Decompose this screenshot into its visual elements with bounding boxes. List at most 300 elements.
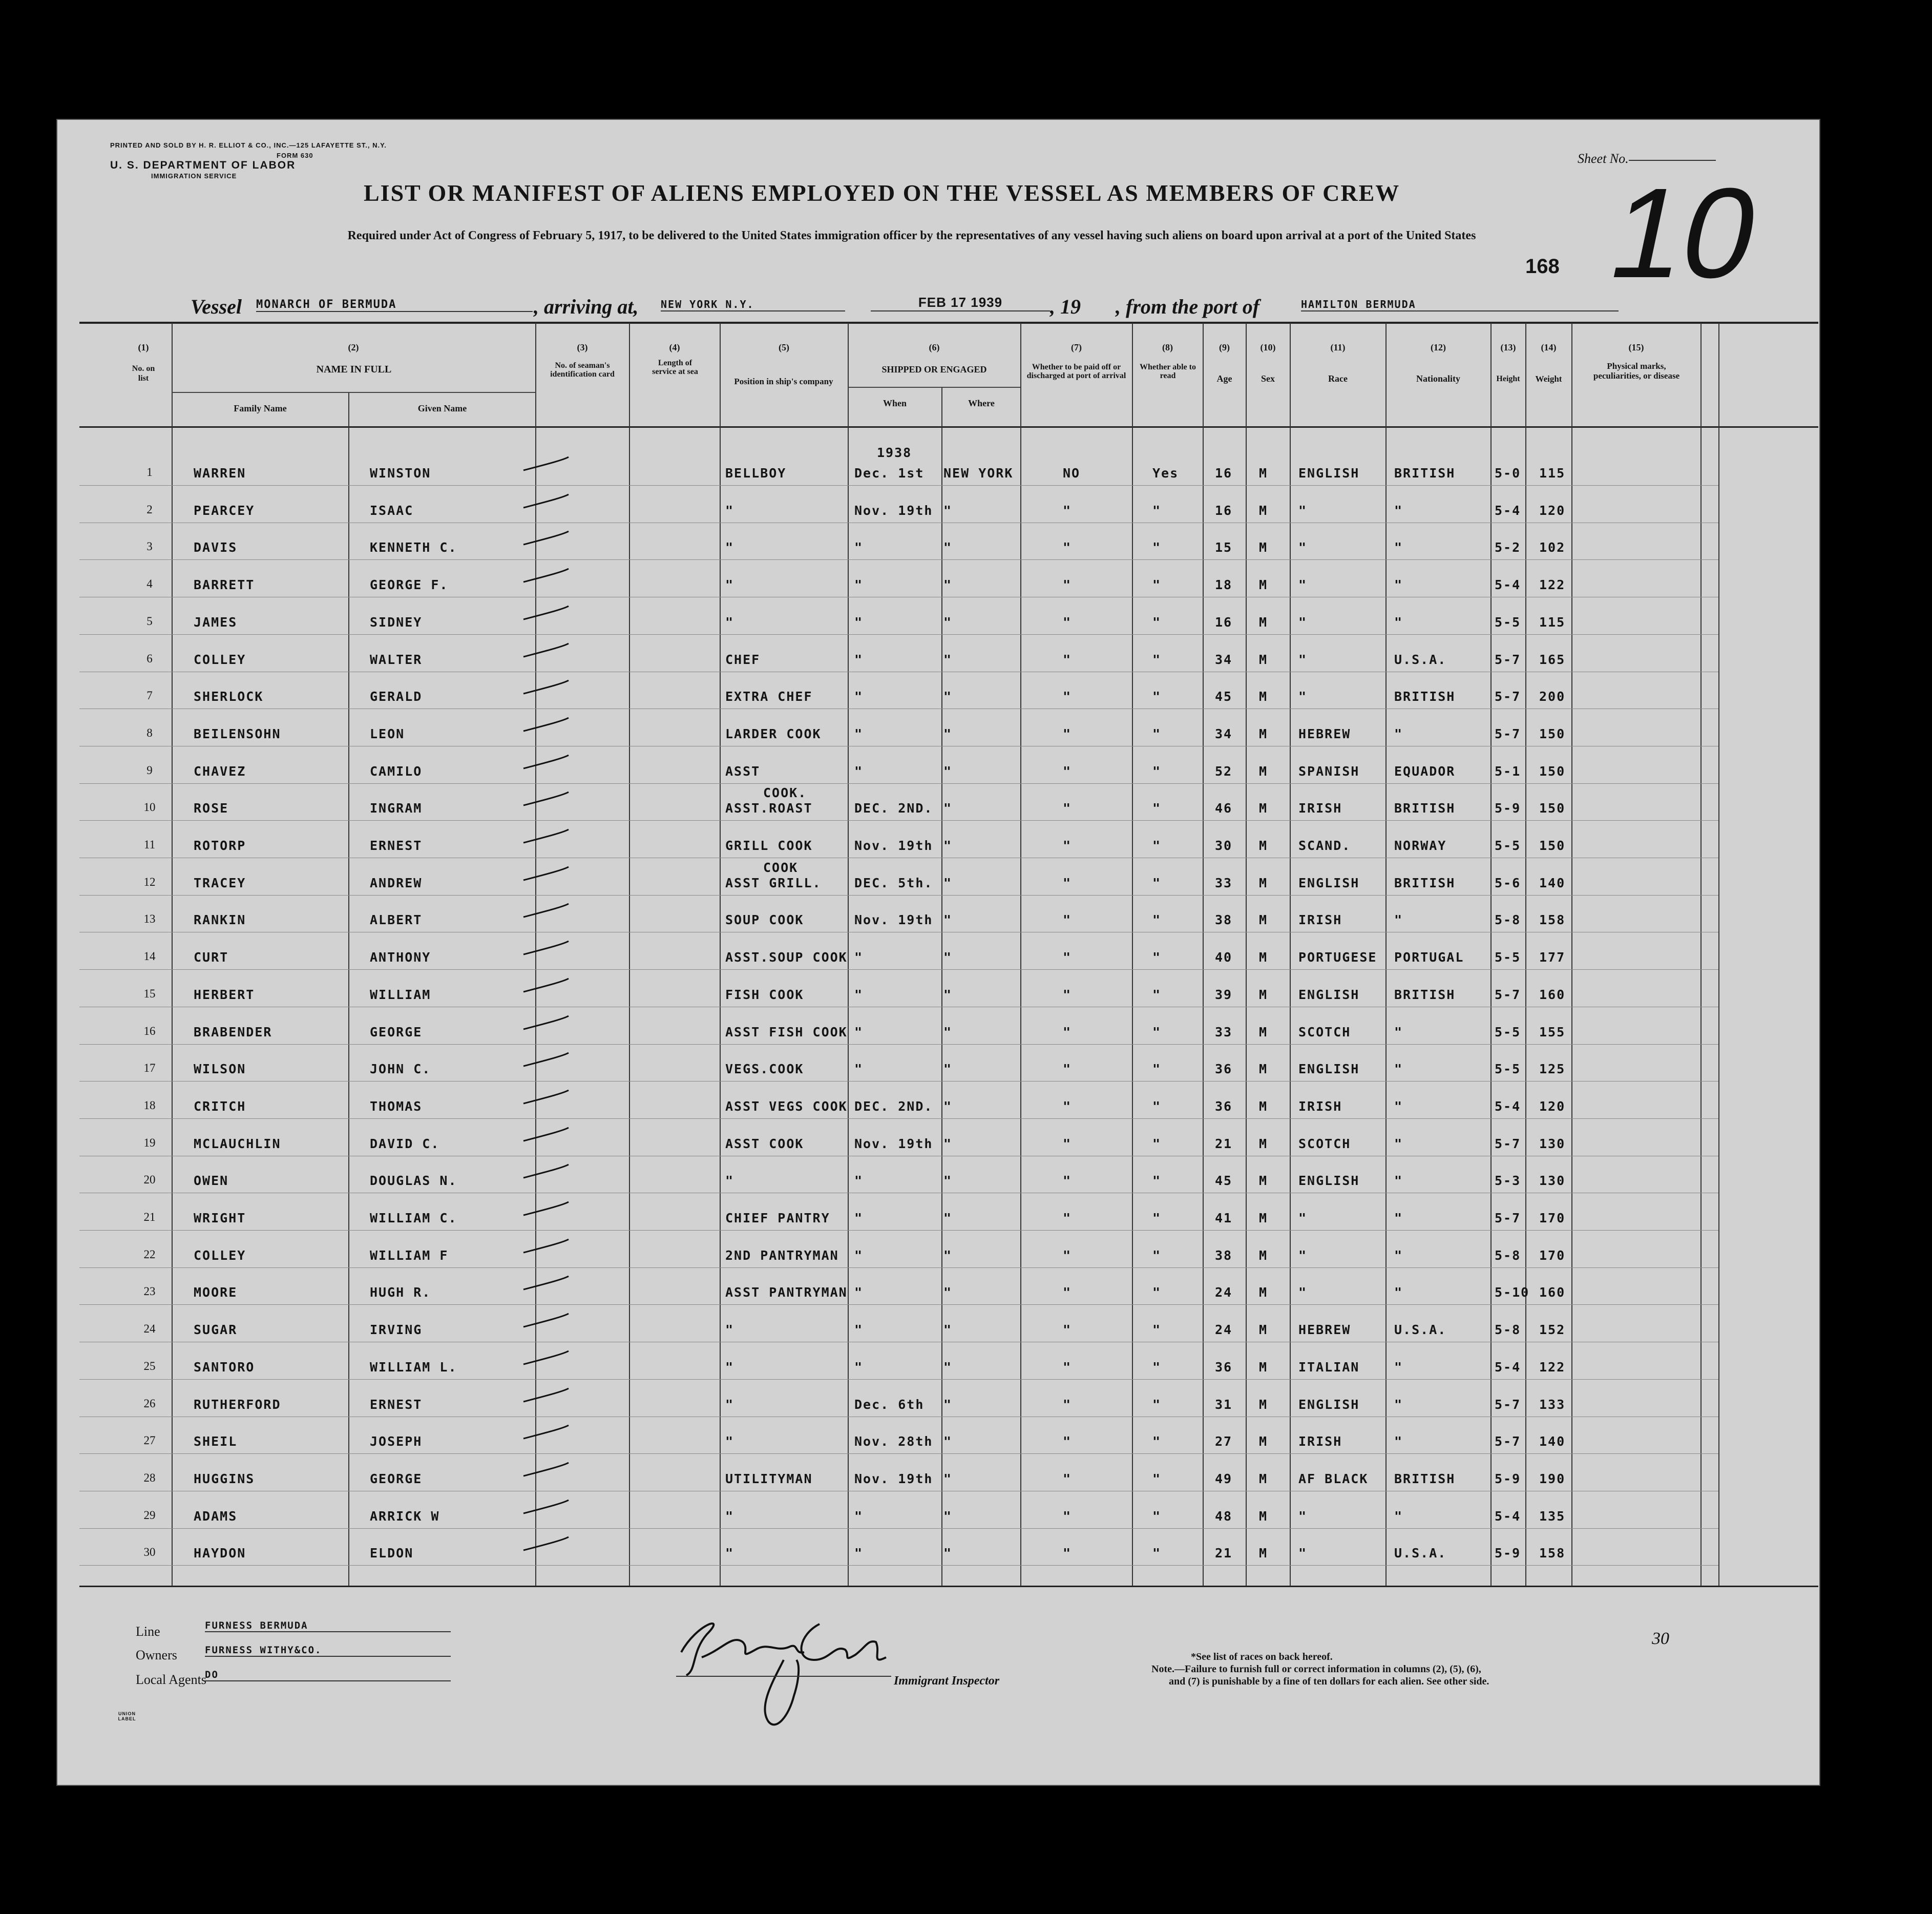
cell-given: IRVING xyxy=(370,1322,423,1337)
cell-position: CHEF xyxy=(725,652,761,667)
cell-where: " xyxy=(943,615,953,630)
cell-where: " xyxy=(943,764,953,779)
cell-height: 5-5 xyxy=(1495,1062,1521,1076)
cell-position: ASST COOK xyxy=(725,1136,804,1151)
row-number: 1 xyxy=(146,466,153,478)
cell-paid: " xyxy=(1063,652,1072,667)
cell-position: " xyxy=(725,1509,734,1524)
col-3-number: (3) xyxy=(577,342,588,352)
cell-weight: 130 xyxy=(1539,1173,1566,1188)
row-number: 2 xyxy=(146,503,153,516)
arriving-label: , arriving at, xyxy=(534,295,639,318)
id-card-check-mark xyxy=(523,829,569,843)
cell-family: DAVIS xyxy=(194,540,238,555)
line-value: FURNESS BERMUDA xyxy=(205,1620,451,1632)
cell-height: 5-8 xyxy=(1495,912,1521,927)
cell-sex: M xyxy=(1259,1285,1268,1300)
cell-position: " xyxy=(725,1546,734,1561)
id-card-check-mark xyxy=(523,1388,569,1402)
cell-position: " xyxy=(725,577,734,592)
cell-family: SANTORO xyxy=(194,1360,255,1375)
cell-where: " xyxy=(943,1248,953,1263)
cell-weight: 120 xyxy=(1539,503,1566,518)
cell-read: " xyxy=(1152,1285,1162,1300)
cell-age: 16 xyxy=(1215,466,1233,481)
cell-weight: 115 xyxy=(1539,466,1566,481)
id-card-check-mark xyxy=(523,867,569,880)
cell-race: " xyxy=(1298,1509,1308,1524)
cell-where: " xyxy=(943,726,953,741)
cell-read: " xyxy=(1152,1509,1162,1524)
cell-sex: M xyxy=(1259,764,1268,779)
cell-given: SIDNEY xyxy=(370,615,423,630)
cell-weight: 135 xyxy=(1539,1509,1566,1524)
cell-nationality: " xyxy=(1394,726,1403,741)
cell-nationality: " xyxy=(1394,1099,1403,1114)
id-card-check-mark xyxy=(523,979,569,992)
vessel-label: Vessel xyxy=(191,295,242,318)
cell-given: ANDREW xyxy=(370,876,423,890)
cell-family: HAYDON xyxy=(194,1546,246,1561)
cell-paid: " xyxy=(1063,1025,1072,1039)
inspector-signature xyxy=(666,1604,907,1757)
cell-read: " xyxy=(1152,1248,1162,1263)
cell-height: 5-7 xyxy=(1495,1211,1521,1225)
from-port: HAMILTON BERMUDA xyxy=(1301,298,1619,311)
col-5-number: (5) xyxy=(779,342,789,352)
cell-nationality: " xyxy=(1394,1211,1403,1225)
col-12-number: (12) xyxy=(1431,342,1446,352)
row-number: 6 xyxy=(146,652,153,665)
cell-given: JOHN C. xyxy=(370,1062,431,1076)
cell-when: Dec. 1st xyxy=(854,466,925,481)
sheet-number: 168 xyxy=(1525,255,1560,278)
cell-race: ENGLISH xyxy=(1298,466,1360,481)
id-card-check-mark xyxy=(523,1164,569,1178)
cell-read: " xyxy=(1152,540,1162,555)
row-number: 14 xyxy=(143,950,156,963)
cell-race: " xyxy=(1298,1248,1308,1263)
cell-when: " xyxy=(854,726,864,741)
col-9-number: (9) xyxy=(1219,342,1230,352)
row-number: 16 xyxy=(143,1025,156,1037)
cell-paid: " xyxy=(1063,577,1072,592)
cell-weight: 200 xyxy=(1539,689,1566,704)
cell-family: PEARCEY xyxy=(194,503,255,518)
cell-height: 5-7 xyxy=(1495,1397,1521,1412)
cell-age: 46 xyxy=(1215,801,1233,816)
cell-family: ROSE xyxy=(194,801,229,816)
corner-handwritten-mark: 30 xyxy=(1652,1629,1669,1648)
cell-sex: M xyxy=(1259,912,1268,927)
row-number: 27 xyxy=(143,1434,156,1447)
cell-nationality: " xyxy=(1394,1062,1403,1076)
cell-when: " xyxy=(854,950,864,965)
col-given-name-header: Given Name xyxy=(417,403,467,413)
cell-position: LARDER COOK xyxy=(725,726,822,741)
cell-family: RANKIN xyxy=(194,912,246,927)
cell-age: 15 xyxy=(1215,540,1233,555)
col-15-header: Physical marks, peculiarities, or disease xyxy=(1593,361,1680,381)
row-number: 12 xyxy=(143,876,156,888)
cell-when: DEC. 2ND. xyxy=(854,1099,933,1114)
cell-age: 16 xyxy=(1215,503,1233,518)
col-2-header: NAME IN FULL xyxy=(316,364,392,375)
cell-position: ASST PANTRYMAN xyxy=(725,1285,848,1300)
table-top-rule xyxy=(79,322,1818,324)
cell-position: FISH COOK xyxy=(725,987,804,1002)
cell-race: SCOTCH xyxy=(1298,1025,1351,1039)
cell-height: 5-7 xyxy=(1495,652,1521,667)
cell-weight: 160 xyxy=(1539,1285,1566,1300)
cell-height: 5-5 xyxy=(1495,950,1521,965)
cell-height: 5-7 xyxy=(1495,1136,1521,1151)
cell-sex: M xyxy=(1259,1248,1268,1263)
row-number: 24 xyxy=(143,1322,156,1335)
cell-given: ARRICK W xyxy=(370,1509,440,1524)
id-card-check-mark xyxy=(523,643,569,657)
cell-race: " xyxy=(1298,1285,1308,1300)
row-number: 10 xyxy=(143,801,156,814)
row-number: 23 xyxy=(143,1285,156,1298)
cell-age: 41 xyxy=(1215,1211,1233,1225)
form-title: LIST OR MANIFEST OF ALIENS EMPLOYED ON THE VESSEL AS MEMBERS OF CREW xyxy=(364,180,1400,206)
cell-weight: 150 xyxy=(1539,726,1566,741)
cell-height: 5-1 xyxy=(1495,764,1521,779)
cell-age: 33 xyxy=(1215,1025,1233,1039)
id-card-check-mark xyxy=(523,1537,569,1550)
col-14-number: (14) xyxy=(1541,342,1557,352)
col-7-number: (7) xyxy=(1071,342,1082,352)
cell-read: " xyxy=(1152,726,1162,741)
row-rule xyxy=(79,1304,1718,1305)
cell-position: GRILL COOK xyxy=(725,838,813,853)
cell-read: " xyxy=(1152,912,1162,927)
cell-where: " xyxy=(943,503,953,518)
id-card-check-mark xyxy=(523,1500,569,1513)
cell-family: SHEIL xyxy=(194,1434,238,1449)
cell-paid: " xyxy=(1063,689,1072,704)
cell-read: " xyxy=(1152,1546,1162,1561)
row-number: 5 xyxy=(146,615,153,628)
cell-age: 49 xyxy=(1215,1471,1233,1486)
cell-where: " xyxy=(943,540,953,555)
cell-given: ERNEST xyxy=(370,1397,423,1412)
col-7-header: Whether to be paid off or discharged at port of arrival xyxy=(1026,363,1126,380)
cell-position: EXTRA CHEF xyxy=(725,689,813,704)
cell-given: ALBERT xyxy=(370,912,423,927)
cell-weight: 190 xyxy=(1539,1471,1566,1486)
row-rule xyxy=(79,1379,1718,1380)
row-rule xyxy=(79,1565,1718,1566)
cell-paid: " xyxy=(1063,1471,1072,1486)
cell-nationality: NORWAY xyxy=(1394,838,1447,853)
row-number: 4 xyxy=(146,577,153,590)
cell-weight: 102 xyxy=(1539,540,1566,555)
col-14-header: Weight xyxy=(1535,374,1562,384)
cell-when: Nov. 19th xyxy=(854,1471,933,1486)
cell-nationality: BRITISH xyxy=(1394,801,1456,816)
cell-when: " xyxy=(854,1509,864,1524)
col-when-header: When xyxy=(883,398,907,408)
cell-read: " xyxy=(1152,577,1162,592)
cell-age: 21 xyxy=(1215,1136,1233,1151)
cell-when: " xyxy=(854,1360,864,1375)
cell-read: " xyxy=(1152,838,1162,853)
cell-when: " xyxy=(854,689,864,704)
cell-sex: M xyxy=(1259,503,1268,518)
col-1-number: (1) xyxy=(138,342,149,352)
cell-sex: M xyxy=(1259,1211,1268,1225)
cell-where: " xyxy=(943,1211,953,1225)
cell-nationality: " xyxy=(1394,1248,1403,1263)
row-rule xyxy=(79,1267,1718,1268)
cell-family: ADAMS xyxy=(194,1509,238,1524)
cell-family: HERBERT xyxy=(194,987,255,1002)
row-number: 3 xyxy=(146,540,153,553)
id-card-check-mark xyxy=(523,1425,569,1439)
cell-paid: " xyxy=(1063,950,1072,965)
cell-weight: 140 xyxy=(1539,1434,1566,1449)
cell-weight: 122 xyxy=(1539,577,1566,592)
cell-given: GEORGE xyxy=(370,1025,423,1039)
id-card-check-mark xyxy=(523,1276,569,1289)
id-card-check-mark xyxy=(523,1016,569,1029)
col-11-header: Race xyxy=(1328,373,1348,384)
cell-read: " xyxy=(1152,950,1162,965)
cell-read: " xyxy=(1152,764,1162,779)
cell-paid: " xyxy=(1063,1211,1072,1225)
id-card-check-mark xyxy=(523,1239,569,1253)
col-12-header: Nationality xyxy=(1416,373,1460,384)
cell-sex: M xyxy=(1259,1546,1268,1561)
vessel-name: MONARCH OF BERMUDA xyxy=(256,298,533,312)
cell-when: " xyxy=(854,1062,864,1076)
cell-paid: " xyxy=(1063,801,1072,816)
cell-when: " xyxy=(854,1322,864,1337)
cell-race: " xyxy=(1298,689,1308,704)
cell-when: Nov. 19th xyxy=(854,838,933,853)
cell-race: IRISH xyxy=(1298,912,1342,927)
cell-when: " xyxy=(854,1546,864,1561)
cell-position: ASST.ROAST xyxy=(725,801,813,816)
cell-paid: " xyxy=(1063,1360,1072,1375)
cell-weight: 115 xyxy=(1539,615,1566,630)
cell-when: DEC. 5th. xyxy=(854,876,933,890)
col-4-number: (4) xyxy=(669,342,680,352)
cell-race: " xyxy=(1298,503,1308,518)
cell-sex: M xyxy=(1259,1136,1268,1151)
cell-position: " xyxy=(725,1434,734,1449)
cell-read: " xyxy=(1152,615,1162,630)
cell-race: " xyxy=(1298,540,1308,555)
cell-race: IRISH xyxy=(1298,1099,1342,1114)
cell-sex: M xyxy=(1259,987,1268,1002)
row-number: 20 xyxy=(143,1173,156,1186)
cell-nationality: " xyxy=(1394,1136,1403,1151)
row-number: 9 xyxy=(146,764,153,777)
row-number: 29 xyxy=(143,1509,156,1522)
cell-height: 5-5 xyxy=(1495,838,1521,853)
col-5-header: Position in ship's company xyxy=(734,377,833,386)
id-card-check-mark xyxy=(523,1463,569,1476)
cell-weight: 158 xyxy=(1539,912,1566,927)
cell-position: CHIEF PANTRY xyxy=(725,1211,830,1225)
col-1-header: No. on list xyxy=(132,364,155,383)
id-card-check-mark xyxy=(523,1090,569,1104)
cell-nationality: " xyxy=(1394,1509,1403,1524)
cell-race: ENGLISH xyxy=(1298,1397,1360,1412)
cell-position: " xyxy=(725,615,734,630)
id-card-check-mark xyxy=(523,755,569,768)
cell-race: " xyxy=(1298,577,1308,592)
cell-when: " xyxy=(854,764,864,779)
cell-race: HEBREW xyxy=(1298,1322,1351,1337)
row-rule xyxy=(79,1118,1718,1119)
id-card-check-mark xyxy=(523,941,569,954)
cell-height: 5-3 xyxy=(1495,1173,1521,1188)
cell-nationality: " xyxy=(1394,503,1403,518)
cell-race: " xyxy=(1298,652,1308,667)
col-2-number: (2) xyxy=(348,342,359,352)
cell-race: ENGLISH xyxy=(1298,1062,1360,1076)
cell-family: JAMES xyxy=(194,615,238,630)
arriving-port: NEW YORK N.Y. xyxy=(661,298,845,311)
line-label: Line xyxy=(136,1624,160,1639)
cell-race: " xyxy=(1298,615,1308,630)
cell-family: BARRETT xyxy=(194,577,255,592)
cell-height: 5-5 xyxy=(1495,1025,1521,1039)
handwritten-sheet-number: 10 xyxy=(1598,161,1771,304)
cell-position: " xyxy=(725,503,734,518)
cell-where: " xyxy=(943,1322,953,1337)
cell-age: 36 xyxy=(1215,1099,1233,1114)
cell-age: 27 xyxy=(1215,1434,1233,1449)
cell-race: ITALIAN xyxy=(1298,1360,1360,1375)
cell-race: PORTUGESE xyxy=(1298,950,1377,965)
cell-race: " xyxy=(1298,1546,1308,1561)
row-rule xyxy=(79,820,1718,821)
cell-race: ENGLISH xyxy=(1298,1173,1360,1188)
table-header-rule xyxy=(79,426,1818,428)
cell-race: IRISH xyxy=(1298,801,1342,816)
owners-label: Owners xyxy=(136,1648,177,1662)
col-15-number: (15) xyxy=(1628,342,1644,352)
cell-weight: 130 xyxy=(1539,1136,1566,1151)
id-card-check-mark xyxy=(523,680,569,694)
form-subtitle: Required under Act of Congress of February 5, 1917, to be delivered to the United States immigration officer by the representatives of any vessel having such aliens on board upon arrival at a port of the United States xyxy=(347,229,1476,242)
id-card-check-marks xyxy=(517,430,620,1583)
cell-height: 5-6 xyxy=(1495,876,1521,890)
cell-sex: M xyxy=(1259,1173,1268,1188)
sheet-no-line xyxy=(1629,160,1716,161)
cell-age: 45 xyxy=(1215,1173,1233,1188)
col-13-number: (13) xyxy=(1500,342,1516,352)
cell-when: " xyxy=(854,1173,864,1188)
cell-nationality: " xyxy=(1394,1434,1403,1449)
cell-family: BEILENSOHN xyxy=(194,726,281,741)
cell-age: 48 xyxy=(1215,1509,1233,1524)
cell-where: " xyxy=(943,1025,953,1039)
cell-when-note: 1938 xyxy=(877,445,912,460)
cell-sex: M xyxy=(1259,1099,1268,1114)
cell-read: " xyxy=(1152,987,1162,1002)
cell-family: CHAVEZ xyxy=(194,764,246,779)
from-port-label: , from the port of xyxy=(1116,295,1260,318)
row-number: 13 xyxy=(143,912,156,925)
cell-weight: 150 xyxy=(1539,801,1566,816)
cell-where: " xyxy=(943,652,953,667)
cell-sex: M xyxy=(1259,689,1268,704)
service-label: IMMIGRATION SERVICE xyxy=(151,172,237,180)
cell-family: OWEN xyxy=(194,1173,229,1188)
cell-nationality: " xyxy=(1394,1360,1403,1375)
cell-nationality: BRITISH xyxy=(1394,466,1456,481)
cell-given: THOMAS xyxy=(370,1099,423,1114)
cell-given: ISAAC xyxy=(370,503,414,518)
row-number: 17 xyxy=(143,1062,156,1074)
col-10-header: Sex xyxy=(1261,373,1275,384)
cell-given: GERALD xyxy=(370,689,423,704)
cell-nationality: " xyxy=(1394,540,1403,555)
cell-where: " xyxy=(943,1509,953,1524)
cell-weight: 158 xyxy=(1539,1546,1566,1561)
cell-read: " xyxy=(1152,1025,1162,1039)
cell-paid: " xyxy=(1063,1099,1072,1114)
row-number: 25 xyxy=(143,1360,156,1372)
cell-given: WALTER xyxy=(370,652,423,667)
cell-family: SUGAR xyxy=(194,1322,238,1337)
cell-nationality: " xyxy=(1394,577,1403,592)
cell-family: CRITCH xyxy=(194,1099,246,1114)
cell-paid: " xyxy=(1063,1285,1072,1300)
cell-given: GEORGE F. xyxy=(370,577,449,592)
cell-sex: M xyxy=(1259,838,1268,853)
cell-age: 34 xyxy=(1215,652,1233,667)
cell-position: " xyxy=(725,1397,734,1412)
cell-sex: M xyxy=(1259,540,1268,555)
cell-sex: M xyxy=(1259,577,1268,592)
cell-family: COLLEY xyxy=(194,1248,246,1263)
row-number: 21 xyxy=(143,1211,156,1223)
cell-position: " xyxy=(725,1173,734,1188)
cell-sex: M xyxy=(1259,1360,1268,1375)
cell-height: 5-4 xyxy=(1495,1360,1521,1375)
cell-read: " xyxy=(1152,1322,1162,1337)
row-rule xyxy=(79,485,1718,486)
cell-given: WILLIAM F xyxy=(370,1248,449,1263)
cell-age: 36 xyxy=(1215,1360,1233,1375)
local-agents-label: Local Agents xyxy=(136,1672,206,1687)
cell-read: " xyxy=(1152,689,1162,704)
cell-height: 5-4 xyxy=(1495,577,1521,592)
cell-family: BRABENDER xyxy=(194,1025,272,1039)
cell-nationality: " xyxy=(1394,1173,1403,1188)
cell-where: " xyxy=(943,838,953,853)
cell-sex: M xyxy=(1259,876,1268,890)
cell-sex: M xyxy=(1259,1062,1268,1076)
cell-weight: 150 xyxy=(1539,764,1566,779)
cell-race: SCOTCH xyxy=(1298,1136,1351,1151)
cell-age: 33 xyxy=(1215,876,1233,890)
cell-given: KENNETH C. xyxy=(370,540,457,555)
cell-weight: 160 xyxy=(1539,987,1566,1002)
cell-position: UTILITYMAN xyxy=(725,1471,813,1486)
cell-age: 21 xyxy=(1215,1546,1233,1561)
cell-where: " xyxy=(943,1285,953,1300)
cell-read: " xyxy=(1152,503,1162,518)
cell-read: " xyxy=(1152,1434,1162,1449)
